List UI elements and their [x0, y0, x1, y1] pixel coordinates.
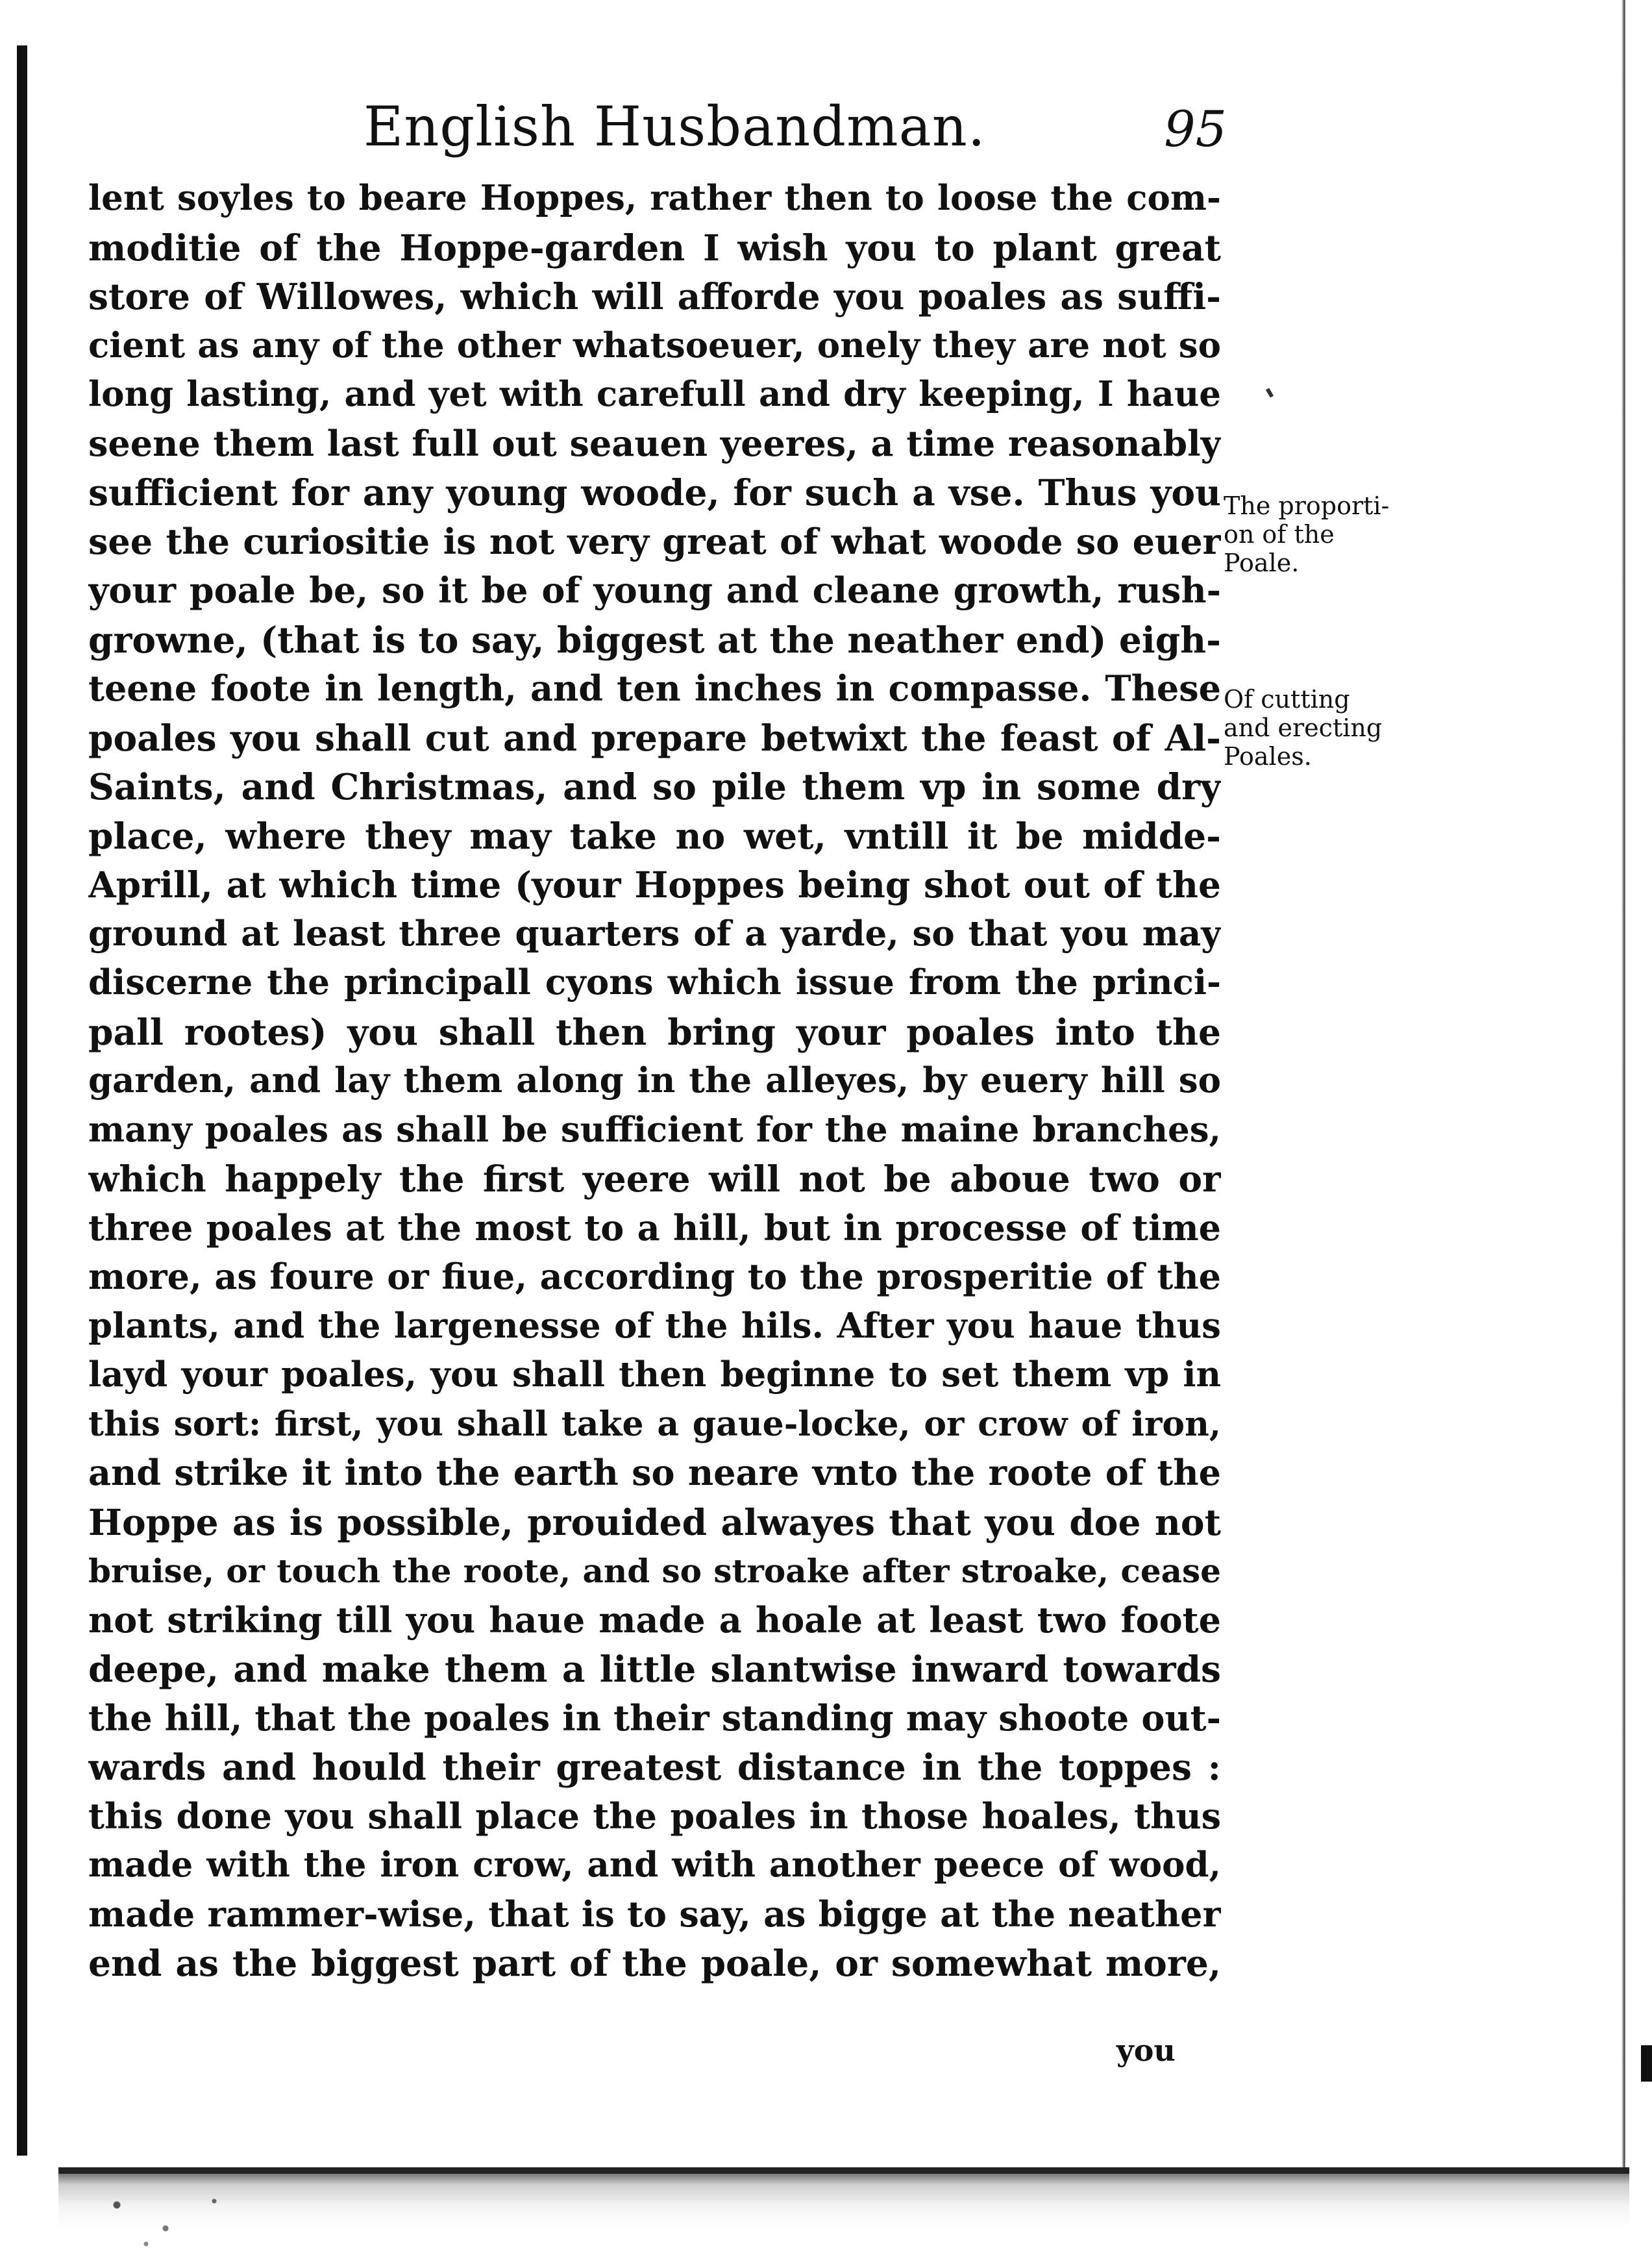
text-line: moditie of the Hoppe-garden I wish you to plant great	[88, 226, 1221, 269]
text-line: pall rootes) you shall then bring your poales into the	[88, 1010, 1221, 1053]
text-line: Hoppe as is possible, prouided alwayes that you doe not	[88, 1500, 1221, 1543]
text-line: plants, and the largenesse of the hils. After you haue thus	[88, 1305, 1221, 1346]
text-line: Aprill, at which time (your Hoppes being shot out of the	[88, 864, 1221, 906]
text-line: seene them last full out seauen yeeres, a time reasonably	[88, 422, 1221, 464]
text-line: not striking till you haue made a hoale at least two foote	[88, 1599, 1221, 1641]
text-line: the hill, that the poales in their standing may shoote out-	[88, 1697, 1221, 1739]
running-head	[364, 91, 1227, 162]
margin-note-line: Of cutting	[1224, 685, 1350, 714]
margin-note-line: Poale.	[1224, 549, 1300, 577]
text-line: deepe, and make them a little slantwise inward towards	[88, 1648, 1221, 1690]
text-line: this sort: first, you shall take a gaue-locke, or crow of iron,	[88, 1404, 1221, 1444]
text-line: and strike it into the earth so neare vnto the roote of the	[88, 1452, 1221, 1493]
text-line: layd your poales, you shall then beginne to set them vp in	[88, 1354, 1221, 1395]
text-line: end as the biggest part of the poale, or somewhat more,	[88, 1942, 1221, 1984]
margin-note-cutting	[1224, 685, 1438, 771]
text-line: cient as any of the other whatsoeuer, onely they are not so	[88, 325, 1221, 366]
text-line: this done you shall place the poales in those hoales, thus	[88, 1795, 1221, 1837]
page-edge-mark	[1641, 2045, 1652, 2082]
margin-note-line: and erecting	[1224, 714, 1383, 742]
running-title: English Husbandman.	[364, 95, 986, 158]
scan-specks	[78, 2182, 273, 2260]
body-text	[88, 174, 1221, 1988]
page-bottom-shadow	[58, 2174, 1629, 2266]
text-line: three poales at the most to a hill, but in processe of time	[88, 1206, 1221, 1249]
page-number: 95	[1164, 100, 1227, 158]
text-line: made rammer-wise, that is to say, as bigge at the neather	[88, 1893, 1221, 1935]
margin-note-line: on of the	[1224, 520, 1335, 549]
text-line: your poale be, so it be of young and cleane growth, rush-	[88, 569, 1221, 611]
text-line: sufficient for any young woode, for such a vse. Thus you	[88, 471, 1221, 514]
text-line: poales you shall cut and prepare betwixt the feast of Al-	[88, 716, 1221, 759]
text-line: Saints, and Christmas, and so pile them vp in some dry	[88, 766, 1221, 808]
text-line: see the curiositie is not very great of what woode so euer	[88, 520, 1221, 562]
text-line: long lasting, and yet with carefull and dry keeping, I haue	[88, 374, 1221, 414]
text-line: which happely the first yeere will not be aboue two or	[88, 1158, 1221, 1200]
margin-note-proportion	[1224, 492, 1438, 577]
text-line: lent soyles to beare Hoppes, rather then to loose the com-	[88, 178, 1221, 218]
margin-note-line: The proporti-	[1224, 492, 1390, 520]
text-line: discerne the principall cyons which issue from the princi-	[88, 962, 1221, 1002]
text-line: growne, (that is to say, biggest at the neather end) eigh-	[88, 618, 1221, 661]
text-line: made with the iron crow, and with another peece of wood,	[88, 1845, 1221, 1885]
text-line: place, where they may take no wet, vntill it be midde-	[88, 814, 1221, 857]
text-line: more, as foure or fiue, according to the prosperitie of the	[88, 1256, 1221, 1297]
page-right-edge	[1621, 0, 1625, 2169]
text-line: bruise, or touch the roote, and so stroake after stroake, cease	[88, 1552, 1221, 1590]
text-line: store of Willowes, which will afforde you poales as suffi-	[88, 275, 1221, 317]
margin-note-line: Poales.	[1224, 742, 1312, 771]
text-line: teene foote in length, and ten inches in compasse. These	[88, 667, 1221, 709]
text-line: ground at least three quarters of a yarde, so that you may	[88, 913, 1221, 954]
text-line: garden, and lay them along in the alleyes, by euery hill so	[88, 1060, 1221, 1101]
catchword: you	[1116, 2033, 1176, 2068]
page-bottom-rule	[58, 2167, 1629, 2174]
text-line: many poales as shall be sufficient for the maine branches,	[88, 1109, 1221, 1150]
stray-ink-mark	[1266, 388, 1274, 397]
text-line: wards and hould their greatest distance in the toppes :	[88, 1746, 1221, 1788]
binding-edge	[17, 45, 27, 2156]
